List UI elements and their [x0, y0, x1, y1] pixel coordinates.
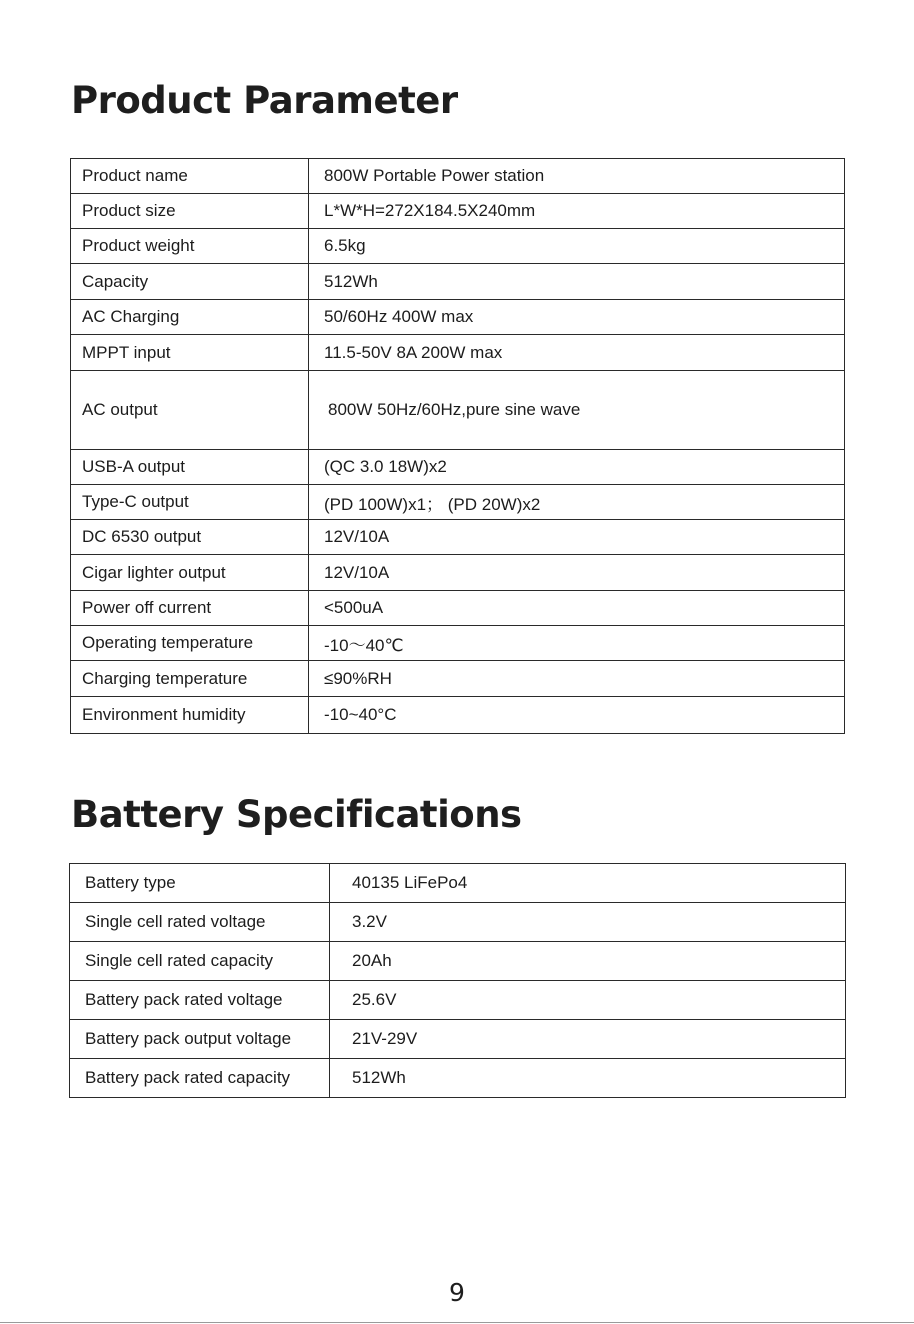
table-row	[70, 981, 846, 1020]
param-label: DC 6530 output	[71, 520, 309, 555]
param-label: Product weight	[71, 229, 309, 264]
product-parameter-title: Product Parameter	[71, 79, 458, 122]
param-label: Environment humidity	[71, 697, 309, 734]
table-row	[70, 1020, 846, 1059]
param-label: Product name	[71, 159, 309, 194]
page-number: 9	[449, 1278, 465, 1307]
spec-value: 20Ah	[330, 942, 846, 981]
table-row	[71, 450, 845, 485]
param-value: 12V/10A	[309, 520, 845, 555]
param-value: 11.5-50V 8A 200W max	[309, 335, 845, 371]
table-row	[71, 485, 845, 520]
table-row	[70, 1059, 846, 1098]
param-value: (QC 3.0 18W)x2	[309, 450, 845, 485]
battery-specifications-title: Battery Specifications	[71, 793, 522, 836]
param-value: ≤90%RH	[309, 661, 845, 697]
table-row	[70, 864, 846, 903]
param-value: <500uA	[309, 591, 845, 626]
spec-label: Single cell rated capacity	[70, 942, 330, 981]
param-value: L*W*H=272X184.5X240mm	[309, 194, 845, 229]
product-parameter-table	[70, 158, 845, 734]
spec-label: Battery type	[70, 864, 330, 903]
table-row	[71, 555, 845, 591]
param-value: 800W 50Hz/60Hz,pure sine wave	[309, 371, 845, 450]
table-row	[70, 903, 846, 942]
spec-value: 21V-29V	[330, 1020, 846, 1059]
spec-value: 512Wh	[330, 1059, 846, 1098]
param-label: Cigar lighter output	[71, 555, 309, 591]
param-value: 512Wh	[309, 264, 845, 300]
param-label: Operating temperature	[71, 626, 309, 661]
table-row	[71, 194, 845, 229]
param-value: (PD 100W)x1； (PD 20W)x2	[309, 485, 845, 520]
param-label: USB-A output	[71, 450, 309, 485]
spec-value: 25.6V	[330, 981, 846, 1020]
spec-label: Battery pack rated voltage	[70, 981, 330, 1020]
battery-specifications-table	[69, 863, 846, 1098]
param-value: 50/60Hz 400W max	[309, 300, 845, 335]
param-value: 12V/10A	[309, 555, 845, 591]
spec-value: 3.2V	[330, 903, 846, 942]
table-row	[71, 335, 845, 371]
param-label: Power off current	[71, 591, 309, 626]
table-row	[71, 300, 845, 335]
param-value: 6.5kg	[309, 229, 845, 264]
table-row	[71, 264, 845, 300]
param-label: AC Charging	[71, 300, 309, 335]
param-label: Type-C output	[71, 485, 309, 520]
table-row	[71, 591, 845, 626]
param-value: 800W Portable Power station	[309, 159, 845, 194]
param-label: AC output	[71, 371, 309, 450]
param-label: Capacity	[71, 264, 309, 300]
table-row	[71, 697, 845, 734]
param-value: -10~40°C	[309, 697, 845, 734]
param-value: -10～40℃	[309, 626, 845, 661]
spec-label: Single cell rated voltage	[70, 903, 330, 942]
param-label: Charging temperature	[71, 661, 309, 697]
param-label: MPPT input	[71, 335, 309, 371]
table-row	[71, 626, 845, 661]
spec-label: Battery pack output voltage	[70, 1020, 330, 1059]
table-row	[70, 942, 846, 981]
param-label: Product size	[71, 194, 309, 229]
bottom-rule	[0, 1322, 914, 1323]
table-row	[71, 661, 845, 697]
table-row	[71, 371, 845, 450]
table-row	[71, 520, 845, 555]
spec-label: Battery pack rated capacity	[70, 1059, 330, 1098]
spec-value: 40135 LiFePo4	[330, 864, 846, 903]
table-row	[71, 159, 845, 194]
table-row	[71, 229, 845, 264]
